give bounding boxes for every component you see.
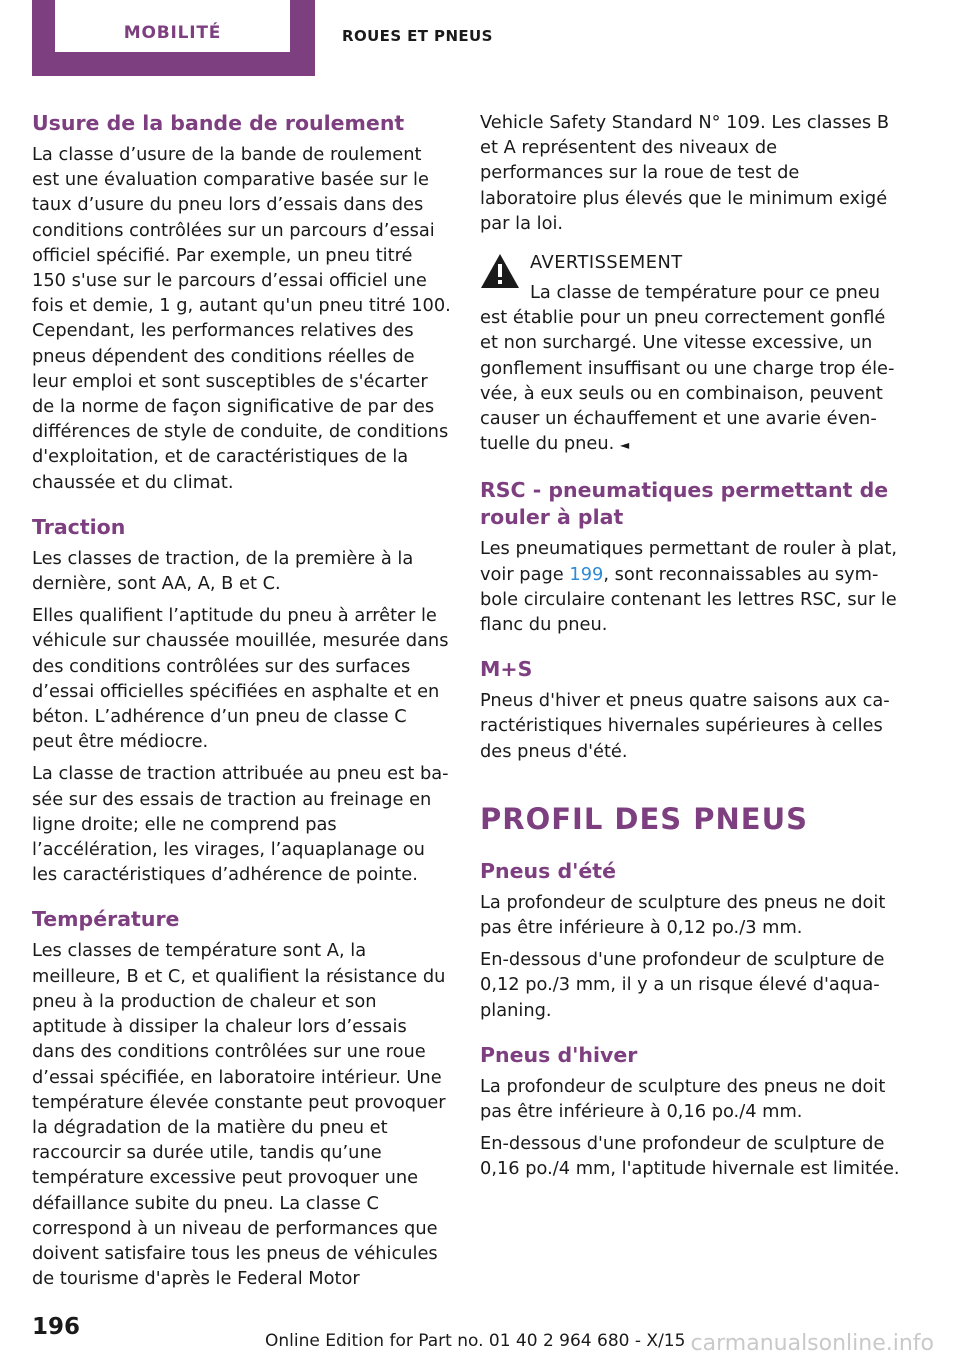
continuation-paragraph: Vehicle Safety Standard N° 109. Les classes B et A représentent des niveaux de performances sur la roue de test de laboratoire plus élevés que le minimum exigé par la loi.	[480, 112, 890, 234]
winter-tires-heading: Pneus d'hiver	[480, 1042, 638, 1067]
warning-triangle-icon	[480, 252, 520, 290]
summer-tires-heading: Pneus d'été	[480, 858, 617, 883]
winter-paragraph-1: La profondeur de sculpture des pneus ne doit pas être inférieure à 0,16 po./4 mm.	[480, 1075, 886, 1123]
edition-footer: Online Edition for Part no. 01 40 2 964 680 - X/15	[265, 1331, 686, 1351]
traction-heading: Traction	[32, 514, 126, 539]
rsc-text-before-link: Les pneumatiques permettant de rouler à plat, voir page	[480, 538, 898, 585]
page-number: 196	[32, 1314, 81, 1340]
chapter-tab-label: MOBILITÉ	[123, 23, 222, 43]
traction-paragraph-3: La classe de traction attribuée au pneu est basée sur des essais de traction au freinage en ligne droite; elle ne comprend pas l’accélération, les virages, l’aquaplanage ou les caractéristiques d’adhérence de pointe.	[32, 763, 449, 886]
right-column	[480, 110, 900, 1189]
warning-first-line: La classe de température pour ce pneu	[530, 282, 881, 304]
temperature-paragraph: Les classes de température sont A, la meilleure, B et C, et qualifient la résistance du pneu à la production de chaleur et son aptitude à dissiper la chaleur lors d’essais dans des conditions contrôlées sur une roue d’essai spécifiée, en laboratoire intérieur. Une température élevée constante peut provoquer la dégradation de la matière du pneu et raccourcir sa durée utile, tandis qu’une température excessive peut provoquer une défaillance subite du pneu. La classe C correspond à un niveau de performances que doivent satisfaire tous les pneus de véhicules de tourisme d'après le Federal Motor	[32, 940, 446, 1290]
traction-paragraph-1: Les classes de traction, de la première à la dernière, sont AA, A, B et C.	[32, 547, 414, 595]
treadwear-heading: Usure de la bande de roulement	[32, 111, 405, 135]
section-title: ROUES ET PNEUS	[342, 27, 493, 45]
page-reference-link[interactable]: 199	[569, 563, 604, 585]
warning-box	[480, 250, 900, 458]
tire-profile-heading: PROFIL DES PNEUS	[480, 801, 809, 836]
warning-title: AVERTISSEMENT	[530, 252, 683, 274]
warning-body	[480, 305, 900, 458]
left-column	[32, 110, 452, 1298]
rsc-text-after-link: , sont reconnaissables au symbole circulaire contenant les lettres RSC, sur le flanc du pneu.	[480, 563, 897, 636]
temperature-heading: Température	[32, 907, 180, 932]
summer-paragraph-2: En-dessous d'une profondeur de sculpture de 0,12 po./3 mm, il y a un risque élevé d'aquaplaning.	[480, 949, 885, 1021]
end-mark-icon: ◄	[619, 438, 630, 453]
warning-body-text: est établie pour un pneu correctement gonflé et non surchargé. Une vitesse excessive, un gonflement insuffisant ou une charge trop élevée, à eux seuls ou en combinaison, peuvent causer un échauffement et une avarie éventuelle du pneu.	[480, 307, 895, 455]
treadwear-paragraph: La classe d’usure de la bande de roulement est une évaluation comparative basée sur le taux d’usure du pneu lors d’essais dans des conditions contrôlées sur un parcours d’essai officiel spécifié. Par exemple, un pneu titré 150 s'use sur le parcours d’essai officiel une fois et demie, 1 g, autant qu'un pneu titré 100. Cependant, les performances relatives des pneus dépendent des conditions réelles de leur emploi et sont susceptibles de s'écarter de la norme de façon significative de par des différences de style de conduite, de conditions d'exploitation, et de caractéristiques de la chaussée et du climat.	[32, 144, 451, 493]
ms-paragraph: Pneus d'hiver et pneus quatre saisons aux caractéristiques hivernales supérieures à celles des pneus d'été.	[480, 690, 890, 762]
traction-paragraph-2: Elles qualifient l’aptitude du pneu à arrêter le véhicule sur chaussée mouillée, mesurée dans des conditions contrôlées sur des surfaces d’essai officielles spécifiées en asphalte et en béton. L’adhérence d’un pneu de classe C peut être médiocre.	[32, 605, 449, 753]
rsc-heading: RSC - pneumatiques permettant de rouler à plat	[480, 478, 889, 530]
ms-heading: M+S	[480, 657, 533, 682]
rsc-paragraph	[480, 536, 900, 637]
winter-paragraph-2: En-dessous d'une profondeur de sculpture de 0,16 po./4 mm, l'aptitude hivernale est limitée.	[480, 1133, 900, 1180]
summer-paragraph-1: La profondeur de sculpture des pneus ne doit pas être inférieure à 0,12 po./3 mm.	[480, 891, 886, 939]
watermark: carmanualsonline.info	[690, 1331, 934, 1356]
